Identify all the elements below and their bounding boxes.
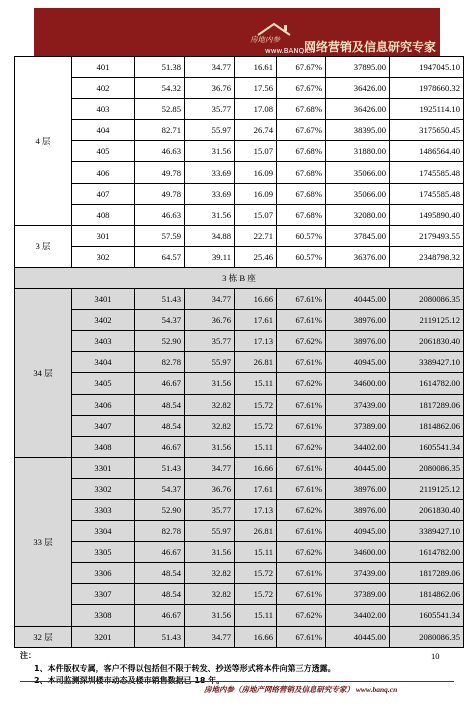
table-row (15, 331, 464, 352)
unit-number: 3401 (72, 289, 135, 310)
efficiency-rate: 67.61% (277, 584, 326, 605)
building-area: 51.43 (135, 289, 185, 310)
efficiency-rate: 67.68% (277, 204, 326, 225)
table-row (15, 246, 464, 267)
building-area: 46.63 (135, 204, 185, 225)
table-row (15, 605, 464, 626)
table-row (15, 57, 464, 78)
building-area: 54.37 (135, 478, 185, 499)
inner-area: 34.88 (185, 225, 235, 246)
floor-label: 33 层 (15, 457, 72, 626)
unit-number: 3402 (72, 310, 135, 331)
floor-label: 3 层 (15, 225, 72, 267)
unit-price: 38976.00 (326, 478, 390, 499)
table-row (15, 162, 464, 183)
shared-area: 15.72 (235, 563, 277, 584)
table-row (15, 99, 464, 120)
notes-heading: 注： (20, 651, 36, 660)
building-area: 57.59 (135, 225, 185, 246)
building-area: 51.43 (135, 626, 185, 647)
note-line-1: 1、本件版权专属，客户不得以包括但不限于转发、抄送等形式将本件向第三方透露。 (34, 663, 336, 673)
shared-area: 15.72 (235, 584, 277, 605)
unit-price: 36426.00 (326, 78, 390, 99)
efficiency-rate: 67.61% (277, 457, 326, 478)
building-area: 46.67 (135, 436, 185, 457)
efficiency-rate: 67.68% (277, 162, 326, 183)
unit-price: 31880.00 (326, 141, 390, 162)
unit-number: 3305 (72, 542, 135, 563)
shared-area: 26.81 (235, 352, 277, 373)
inner-area: 35.77 (185, 99, 235, 120)
unit-number: 3408 (72, 436, 135, 457)
table-row (15, 626, 464, 647)
unit-price: 40945.00 (326, 521, 390, 542)
total-price: 2080086.35 (390, 289, 464, 310)
inner-area: 36.76 (185, 478, 235, 499)
unit-price: 37389.00 (326, 584, 390, 605)
header-url: www.BANQ.cn (265, 47, 315, 55)
building-area: 64.57 (135, 246, 185, 267)
table-row (15, 394, 464, 415)
table-row (15, 478, 464, 499)
unit-price: 38395.00 (326, 120, 390, 141)
efficiency-rate: 67.61% (277, 394, 326, 415)
unit-price: 36426.00 (326, 99, 390, 120)
total-price: 1817289.06 (390, 394, 464, 415)
inner-area: 34.77 (185, 457, 235, 478)
efficiency-rate: 67.61% (277, 352, 326, 373)
inner-area: 39.11 (185, 246, 235, 267)
unit-price: 34402.00 (326, 605, 390, 626)
total-price: 1925114.10 (390, 99, 464, 120)
efficiency-rate: 67.67% (277, 57, 326, 78)
unit-price: 40945.00 (326, 352, 390, 373)
unit-number: 3308 (72, 605, 135, 626)
total-price: 1605541.34 (390, 605, 464, 626)
table-row (15, 120, 464, 141)
table-row (15, 141, 464, 162)
unit-number: 408 (72, 204, 135, 225)
table-row (15, 373, 464, 394)
shared-area: 17.13 (235, 331, 277, 352)
unit-price: 37845.00 (326, 225, 390, 246)
inner-area: 35.77 (185, 331, 235, 352)
building-area: 52.90 (135, 499, 185, 520)
building-area: 48.54 (135, 584, 185, 605)
efficiency-rate: 67.61% (277, 310, 326, 331)
building-area: 49.78 (135, 183, 185, 204)
table-row (15, 499, 464, 520)
page-number: 10 (431, 651, 440, 661)
total-price: 1614782.00 (390, 373, 464, 394)
unit-number: 3307 (72, 584, 135, 605)
inner-area: 31.56 (185, 542, 235, 563)
table-row (15, 310, 464, 331)
table-row (15, 183, 464, 204)
table-row (15, 289, 464, 310)
total-price: 1495890.40 (390, 204, 464, 225)
building-area: 49.78 (135, 162, 185, 183)
building-area: 82.71 (135, 120, 185, 141)
table-row (15, 542, 464, 563)
shared-area: 16.09 (235, 162, 277, 183)
shared-area: 17.56 (235, 78, 277, 99)
building-area: 46.67 (135, 373, 185, 394)
unit-price: 35066.00 (326, 183, 390, 204)
shared-area: 25.46 (235, 246, 277, 267)
table-row (15, 352, 464, 373)
inner-area: 55.97 (185, 352, 235, 373)
shared-area: 15.11 (235, 542, 277, 563)
efficiency-rate: 67.62% (277, 436, 326, 457)
efficiency-rate: 67.68% (277, 99, 326, 120)
efficiency-rate: 67.68% (277, 141, 326, 162)
unit-number: 301 (72, 225, 135, 246)
inner-area: 31.56 (185, 141, 235, 162)
total-price: 2080086.35 (390, 457, 464, 478)
efficiency-rate: 60.57% (277, 225, 326, 246)
unit-price: 40445.00 (326, 457, 390, 478)
total-price: 2348798.32 (390, 246, 464, 267)
efficiency-rate: 67.61% (277, 289, 326, 310)
unit-number: 3201 (72, 626, 135, 647)
building-area: 54.32 (135, 78, 185, 99)
efficiency-rate: 67.61% (277, 626, 326, 647)
inner-area: 31.56 (185, 204, 235, 225)
efficiency-rate: 60.57% (277, 246, 326, 267)
building-area: 48.54 (135, 415, 185, 436)
inner-area: 33.69 (185, 183, 235, 204)
efficiency-rate: 67.62% (277, 331, 326, 352)
unit-number: 405 (72, 141, 135, 162)
table-row (15, 436, 464, 457)
shared-area: 17.61 (235, 478, 277, 499)
total-price: 2061830.40 (390, 331, 464, 352)
efficiency-rate: 67.67% (277, 120, 326, 141)
building-area: 54.37 (135, 310, 185, 331)
table-row (15, 415, 464, 436)
shared-area: 16.61 (235, 57, 277, 78)
unit-number: 406 (72, 162, 135, 183)
shared-area: 15.11 (235, 373, 277, 394)
floor-label: 32 层 (15, 626, 72, 647)
footer-text: 房地内参（房地产网络营销及信息研究专家） www.banq.cn (204, 685, 398, 694)
table-row (15, 78, 464, 99)
efficiency-rate: 67.68% (277, 183, 326, 204)
shared-area: 26.81 (235, 521, 277, 542)
unit-price: 38976.00 (326, 310, 390, 331)
building-area: 82.78 (135, 521, 185, 542)
unit-price: 37389.00 (326, 415, 390, 436)
shared-area: 16.09 (235, 183, 277, 204)
unit-number: 403 (72, 99, 135, 120)
unit-price: 37895.00 (326, 57, 390, 78)
total-price: 1947045.10 (390, 57, 464, 78)
building-area: 46.63 (135, 141, 185, 162)
total-price: 3389427.10 (390, 521, 464, 542)
shared-area: 26.74 (235, 120, 277, 141)
total-price: 2119125.12 (390, 478, 464, 499)
unit-number: 302 (72, 246, 135, 267)
unit-price: 34600.00 (326, 373, 390, 394)
efficiency-rate: 67.61% (277, 478, 326, 499)
unit-price: 37439.00 (326, 394, 390, 415)
building-area: 51.38 (135, 57, 185, 78)
inner-area: 32.82 (185, 563, 235, 584)
unit-price: 34600.00 (326, 542, 390, 563)
table-body (15, 57, 464, 648)
header-title: 网络营销及信息研究专家 (304, 40, 437, 54)
unit-number: 401 (72, 57, 135, 78)
efficiency-rate: 67.61% (277, 521, 326, 542)
unit-price: 35066.00 (326, 162, 390, 183)
inner-area: 55.97 (185, 521, 235, 542)
unit-number: 3406 (72, 394, 135, 415)
unit-price: 40445.00 (326, 289, 390, 310)
shared-area: 22.71 (235, 225, 277, 246)
unit-number: 3404 (72, 352, 135, 373)
shared-area: 15.11 (235, 436, 277, 457)
unit-number: 3302 (72, 478, 135, 499)
shared-area: 16.66 (235, 457, 277, 478)
unit-number: 3303 (72, 499, 135, 520)
table-row (15, 521, 464, 542)
building-area: 46.67 (135, 605, 185, 626)
inner-area: 34.77 (185, 626, 235, 647)
building-area: 82.78 (135, 352, 185, 373)
building-area: 52.85 (135, 99, 185, 120)
efficiency-rate: 67.62% (277, 605, 326, 626)
section-title: 3 栋 B 座 (15, 267, 464, 288)
shared-area: 17.61 (235, 310, 277, 331)
shared-area: 17.08 (235, 99, 277, 120)
total-price: 1814862.06 (390, 584, 464, 605)
unit-price: 34402.00 (326, 436, 390, 457)
building-area: 46.67 (135, 542, 185, 563)
unit-number: 3403 (72, 331, 135, 352)
unit-number: 3407 (72, 415, 135, 436)
inner-area: 31.56 (185, 373, 235, 394)
shared-area: 15.07 (235, 204, 277, 225)
building-area: 51.43 (135, 457, 185, 478)
total-price: 1614782.00 (390, 542, 464, 563)
inner-area: 33.69 (185, 162, 235, 183)
building-area: 48.54 (135, 563, 185, 584)
efficiency-rate: 67.62% (277, 542, 326, 563)
table-row (15, 563, 464, 584)
inner-area: 32.82 (185, 394, 235, 415)
unit-price: 37439.00 (326, 563, 390, 584)
table-row (15, 457, 464, 478)
unit-price: 32080.00 (326, 204, 390, 225)
unit-number: 3405 (72, 373, 135, 394)
unit-price: 38976.00 (326, 331, 390, 352)
inner-area: 32.82 (185, 584, 235, 605)
inner-area: 34.77 (185, 289, 235, 310)
unit-price: 38976.00 (326, 499, 390, 520)
unit-price: 36376.00 (326, 246, 390, 267)
inner-area: 36.76 (185, 78, 235, 99)
total-price: 3389427.10 (390, 352, 464, 373)
inner-area: 32.82 (185, 415, 235, 436)
unit-number: 402 (72, 78, 135, 99)
shared-area: 15.72 (235, 415, 277, 436)
shared-area: 15.72 (235, 394, 277, 415)
floor-label: 4 层 (15, 57, 72, 226)
unit-number: 407 (72, 183, 135, 204)
total-price: 2080086.35 (390, 626, 464, 647)
efficiency-rate: 67.61% (277, 563, 326, 584)
unit-number: 3301 (72, 457, 135, 478)
inner-area: 34.77 (185, 57, 235, 78)
total-price: 3175650.45 (390, 120, 464, 141)
unit-price: 40445.00 (326, 626, 390, 647)
shared-area: 15.07 (235, 141, 277, 162)
total-price: 2119125.12 (390, 310, 464, 331)
total-price: 2179493.55 (390, 225, 464, 246)
inner-area: 31.56 (185, 436, 235, 457)
floor-label: 34 层 (15, 289, 72, 458)
section-row (15, 267, 464, 288)
total-price: 2061830.40 (390, 499, 464, 520)
efficiency-rate: 67.62% (277, 373, 326, 394)
inner-area: 35.77 (185, 499, 235, 520)
price-table (14, 56, 464, 648)
shared-area: 16.66 (235, 289, 277, 310)
building-area: 52.90 (135, 331, 185, 352)
table-row (15, 204, 464, 225)
total-price: 1605541.34 (390, 436, 464, 457)
shared-area: 15.11 (235, 605, 277, 626)
shared-area: 17.13 (235, 499, 277, 520)
logo-text: 房地内参 (250, 35, 280, 44)
total-price: 1978660.32 (390, 78, 464, 99)
efficiency-rate: 67.62% (277, 499, 326, 520)
footer-divider (20, 681, 454, 682)
unit-number: 3304 (72, 521, 135, 542)
table-row (15, 225, 464, 246)
inner-area: 55.97 (185, 120, 235, 141)
total-price: 1817289.06 (390, 563, 464, 584)
inner-area: 31.56 (185, 605, 235, 626)
total-price: 1745585.48 (390, 162, 464, 183)
total-price: 1814862.06 (390, 415, 464, 436)
efficiency-rate: 67.61% (277, 415, 326, 436)
unit-number: 404 (72, 120, 135, 141)
table-row (15, 584, 464, 605)
total-price: 1745585.48 (390, 183, 464, 204)
total-price: 1486564.40 (390, 141, 464, 162)
shared-area: 16.66 (235, 626, 277, 647)
unit-number: 3306 (72, 563, 135, 584)
efficiency-rate: 67.67% (277, 78, 326, 99)
inner-area: 36.76 (185, 310, 235, 331)
building-area: 48.54 (135, 394, 185, 415)
